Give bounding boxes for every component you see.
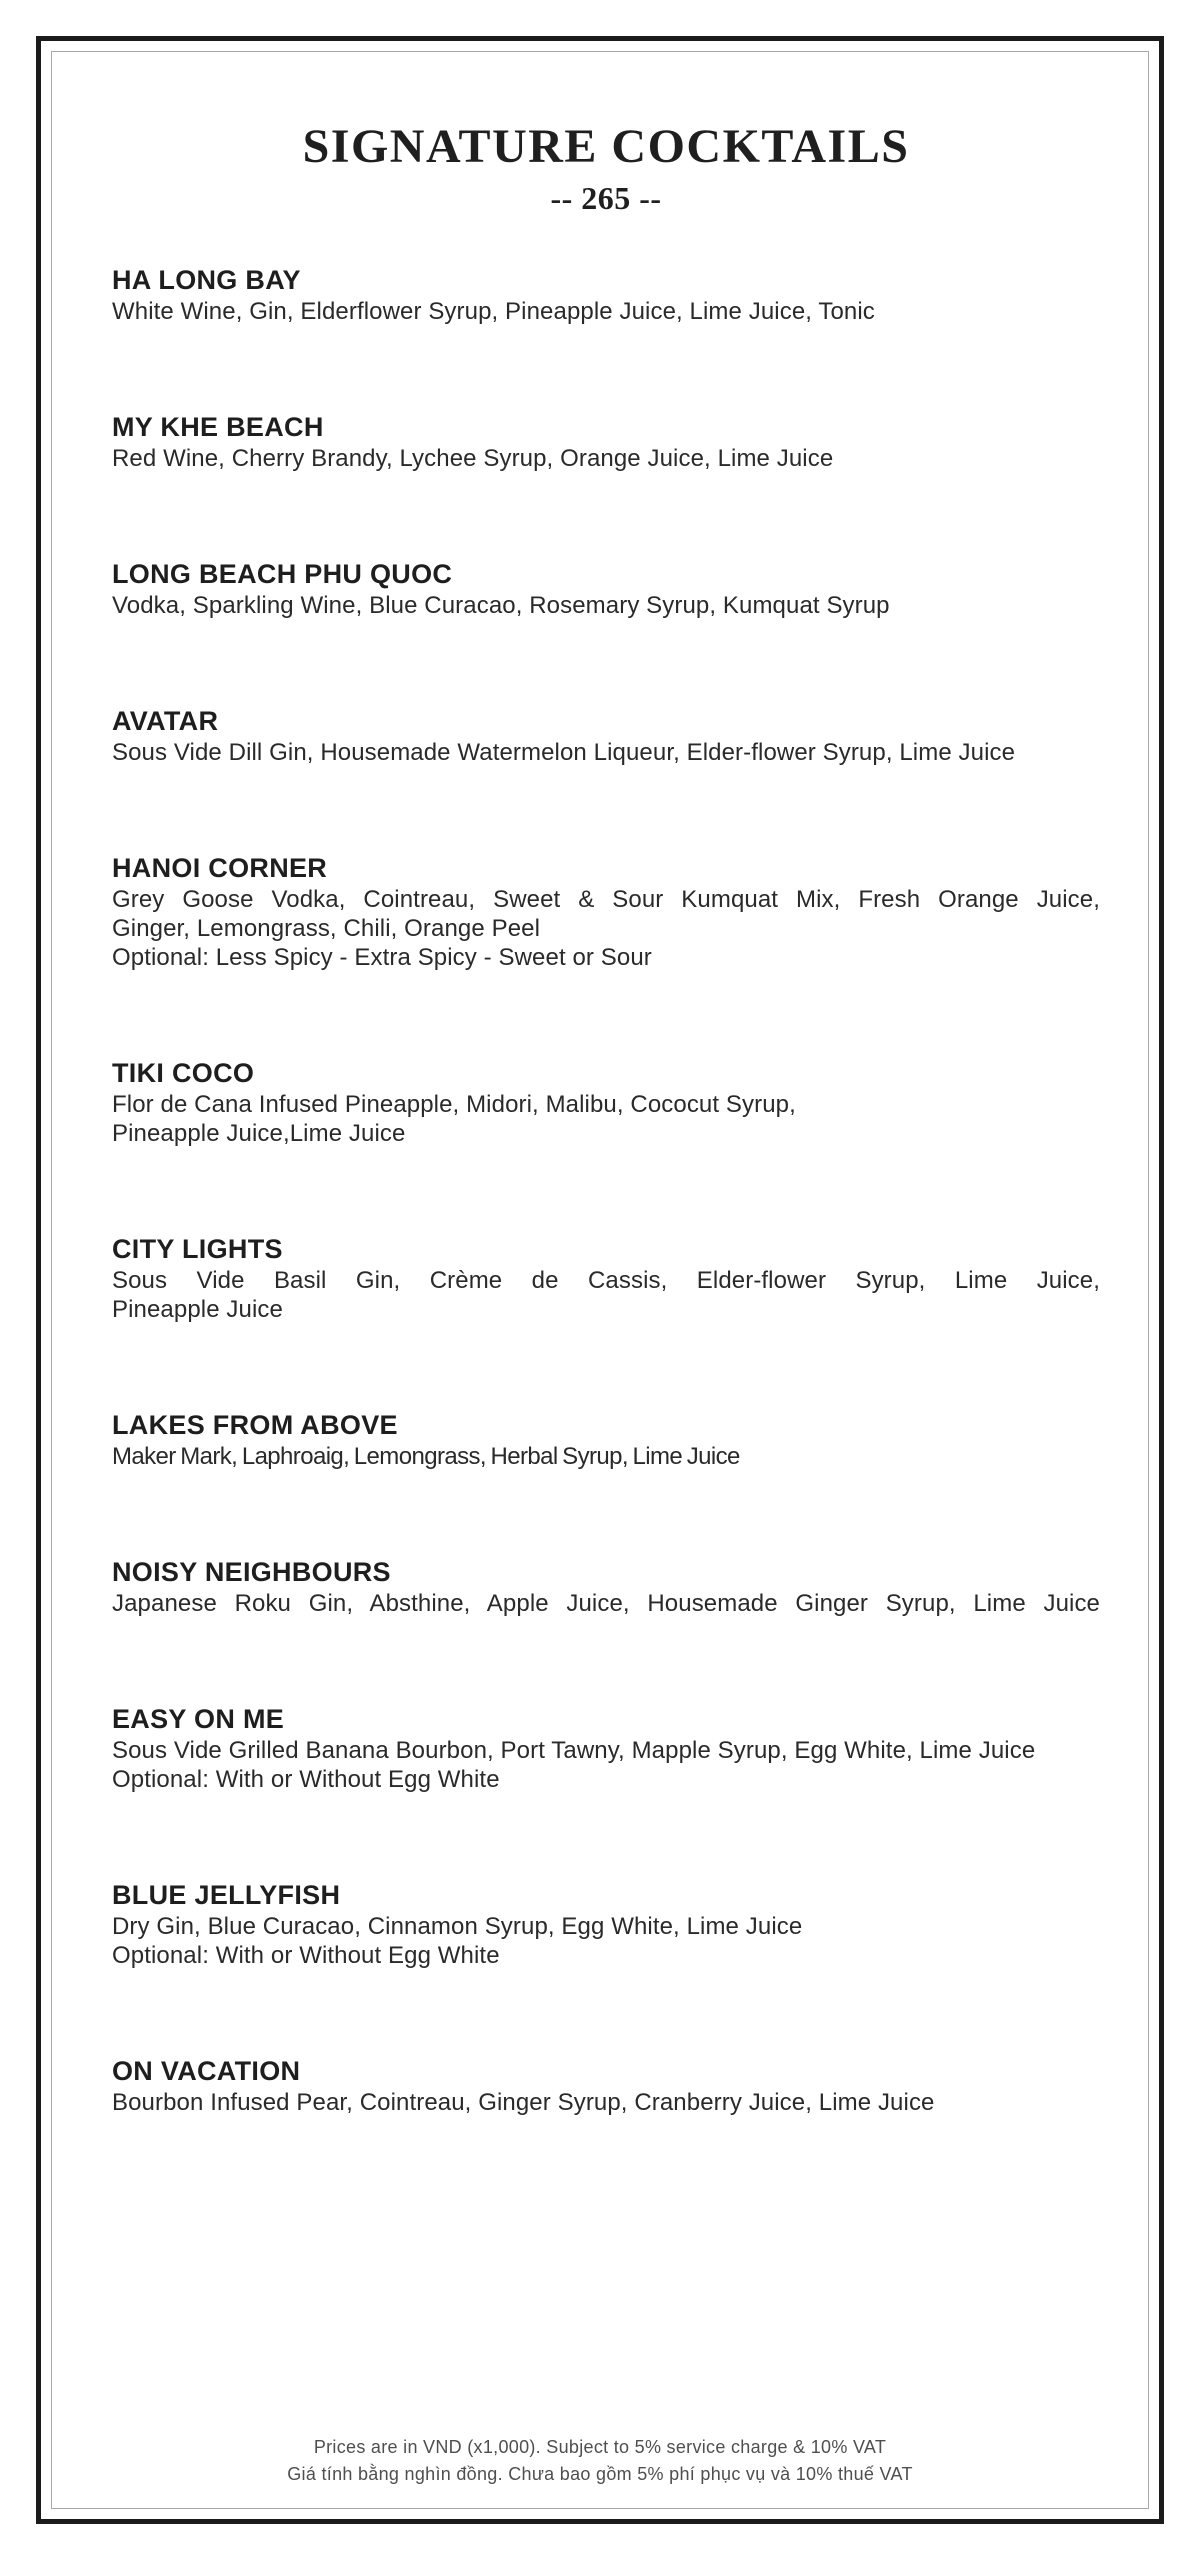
menu-item xyxy=(112,1878,1100,1970)
cocktail-ingredients: Grey Goose Vodka, Cointreau, Sweet & Sour Kumquat Mix, Fresh Orange Juice, xyxy=(112,886,1100,913)
cocktail-ingredients: Pineapple Juice xyxy=(112,1296,283,1323)
menu-item xyxy=(112,263,1100,326)
cocktail-name: MY KHE BEACH xyxy=(112,412,324,442)
cocktail-ingredients: Maker Mark, Laphroaig, Lemongrass, Herbal Syrup, Lime Juice xyxy=(112,1443,740,1470)
cocktail-ingredients: Vodka, Sparkling Wine, Blue Curacao, Rosemary Syrup, Kumquat Syrup xyxy=(112,592,890,619)
page-footer xyxy=(0,2434,1200,2488)
menu-items xyxy=(112,263,1100,2117)
cocktail-name: LAKES FROM ABOVE xyxy=(112,1410,398,1440)
menu-header xyxy=(112,118,1100,220)
cocktail-ingredients: Optional: Less Spicy - Extra Spicy - Sweet or Sour xyxy=(112,944,652,971)
cocktail-name: ON VACATION xyxy=(112,2056,301,2086)
cocktail-name: CITY LIGHTS xyxy=(112,1234,283,1264)
menu-item xyxy=(112,410,1100,473)
cocktail-name: EASY ON ME xyxy=(112,1704,285,1734)
menu-page xyxy=(112,118,1100,2201)
menu-item xyxy=(112,1056,1100,1148)
menu-item xyxy=(112,2054,1100,2117)
menu-item xyxy=(112,851,1100,972)
menu-item xyxy=(112,1232,1100,1324)
cocktail-ingredients: Sous Vide Dill Gin, Housemade Watermelon Liqueur, Elder-flower Syrup, Lime Juice xyxy=(112,739,1016,766)
cocktail-ingredients: Sous Vide Grilled Banana Bourbon, Port Tawny, Mapple Syrup, Egg White, Lime Juice xyxy=(112,1737,1036,1764)
cocktail-name: TIKI COCO xyxy=(112,1058,255,1088)
cocktail-ingredients: White Wine, Gin, Elderflower Syrup, Pineapple Juice, Lime Juice, Tonic xyxy=(112,298,875,325)
cocktail-name: AVATAR xyxy=(112,706,219,736)
cocktail-ingredients: Optional: With or Without Egg White xyxy=(112,1942,500,1969)
cocktail-name: HANOI CORNER xyxy=(112,853,328,883)
page-title: SIGNATURE COCKTAILS xyxy=(302,120,910,173)
cocktail-ingredients: Optional: With or Without Egg White xyxy=(112,1766,500,1793)
section-price: -- 265 -- xyxy=(550,180,662,216)
cocktail-ingredients: Bourbon Infused Pear, Cointreau, Ginger Syrup, Cranberry Juice, Lime Juice xyxy=(112,2089,935,2116)
footer-note-english: Prices are in VND (x1,000). Subject to 5% service charge & 10% VAT xyxy=(313,2437,887,2457)
menu-item xyxy=(112,704,1100,767)
cocktail-ingredients: Ginger, Lemongrass, Chili, Orange Peel xyxy=(112,915,541,942)
cocktail-ingredients: Flor de Cana Infused Pineapple, Midori, Malibu, Cococut Syrup, xyxy=(112,1091,796,1118)
menu-item xyxy=(112,1702,1100,1794)
menu-item xyxy=(112,1555,1100,1618)
cocktail-ingredients: Sous Vide Basil Gin, Crème de Cassis, Elder-flower Syrup, Lime Juice, xyxy=(112,1267,1100,1294)
cocktail-name: HA LONG BAY xyxy=(112,265,301,295)
cocktail-name: BLUE JELLYFISH xyxy=(112,1880,341,1910)
cocktail-name: NOISY NEIGHBOURS xyxy=(112,1557,391,1587)
cocktail-ingredients: Red Wine, Cherry Brandy, Lychee Syrup, Orange Juice, Lime Juice xyxy=(112,445,834,472)
cocktail-ingredients: Pineapple Juice,Lime Juice xyxy=(112,1120,406,1147)
footer-note-vietnamese: Giá tính bằng nghìn đồng. Chưa bao gồm 5% phí phục vụ và 10% thuế VAT xyxy=(287,2464,913,2484)
cocktail-ingredients: Dry Gin, Blue Curacao, Cinnamon Syrup, Egg White, Lime Juice xyxy=(112,1913,803,1940)
cocktail-name: LONG BEACH PHU QUOC xyxy=(112,559,453,589)
menu-item xyxy=(112,557,1100,620)
menu-item xyxy=(112,1408,1100,1471)
cocktail-ingredients: Japanese Roku Gin, Absthine, Apple Juice, Housemade Ginger Syrup, Lime Juice xyxy=(112,1590,1100,1617)
